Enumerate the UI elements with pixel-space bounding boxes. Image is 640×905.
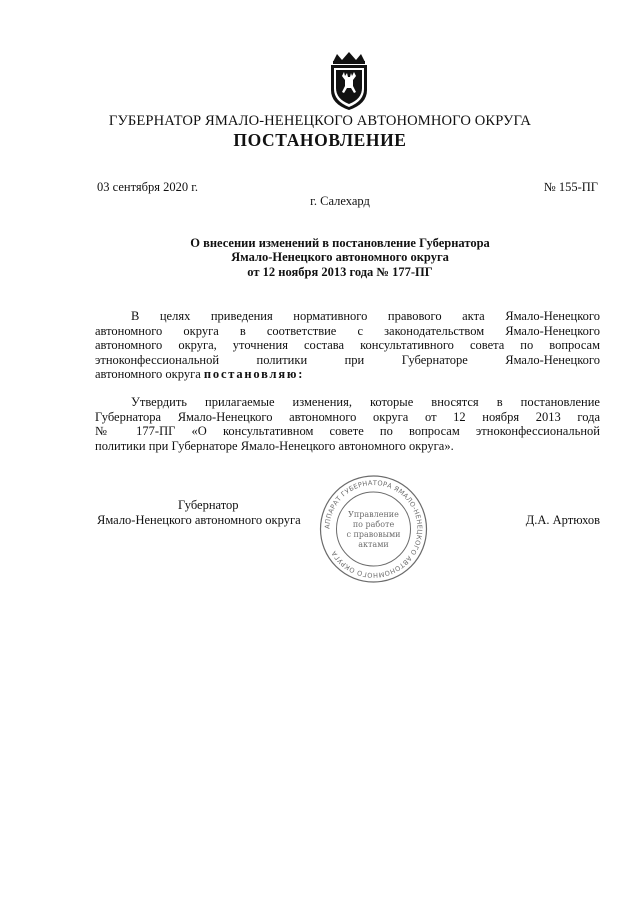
paragraph-line: В целях приведения нормативного правового акта Ямало-Ненецкого [131,309,600,323]
coat-of-arms-icon [323,52,375,112]
paragraph-line-text: автономного округа [95,367,204,382]
signatory-title: Губернатор [178,498,239,512]
subject-line: О внесении изменений в постановление Губернатора [190,236,490,250]
document-place: г. Салехард [310,194,370,208]
paragraph-line: политики при Губернаторе Ямало-Ненецкого автономного округа». [95,438,454,453]
subject-line: от 12 ноября 2013 года № 177-ПГ [247,264,433,279]
preamble-paragraph [95,309,600,382]
paragraph-line: № 177-ПГ «О консультативном совете по вопросам этноконфессиональной [95,424,600,439]
svg-text:по работе: по работе [352,520,395,529]
paragraph-line: этноконфессиональной политики при Губернаторе Ямало-Ненецкого [95,352,600,367]
paragraph-line [95,367,600,382]
signatory-name: Д.А. Артюхов [525,513,600,527]
svg-text:АППАРАТ ГУБЕРНАТОРА ЯМАЛО-НЕНЕ: АППАРАТ ГУБЕРНАТОРА ЯМАЛО-НЕНЕЦКОГО АВТОНОМНОГО ОКРУГА [323,478,424,580]
svg-text:актами: актами [358,540,389,549]
subject-line: Ямало-Ненецкого автономного округа [231,250,449,265]
resolution-paragraph [95,395,600,453]
issuing-authority: ГУБЕРНАТОР ЯМАЛО-НЕНЕЦКОГО АВТОНОМНОГО ОКРУГА [108,113,532,129]
signatory-organization: Ямало-Ненецкого автономного округа [97,513,301,527]
document-subject [0,236,640,279]
svg-text:с правовыми: с правовыми [346,530,401,539]
official-stamp [316,474,431,584]
paragraph-line: Губернатора Ямало-Ненецкого автономного округа от 12 ноября 2013 года [95,409,600,424]
stamp-seal-icon [316,474,431,584]
document-type-title: ПОСТАНОВЛЕНИЕ [233,130,407,150]
paragraph-line: Утвердить прилагаемые изменения, которые вносятся в постановление [131,395,600,409]
coat-of-arms-emblem [323,52,375,112]
document-number: № 155-ПГ [543,180,598,194]
document-date: 03 сентября 2020 г. [97,180,199,194]
svg-text:Управление: Управление [348,510,399,519]
resolve-word: постановляю: [203,367,305,382]
paragraph-line: автономного округа в соответствие с законодательством Ямало-Ненецкого [95,323,600,338]
paragraph-line: автономного округа, уточнения состава консультативного совета по вопросам [95,338,600,353]
